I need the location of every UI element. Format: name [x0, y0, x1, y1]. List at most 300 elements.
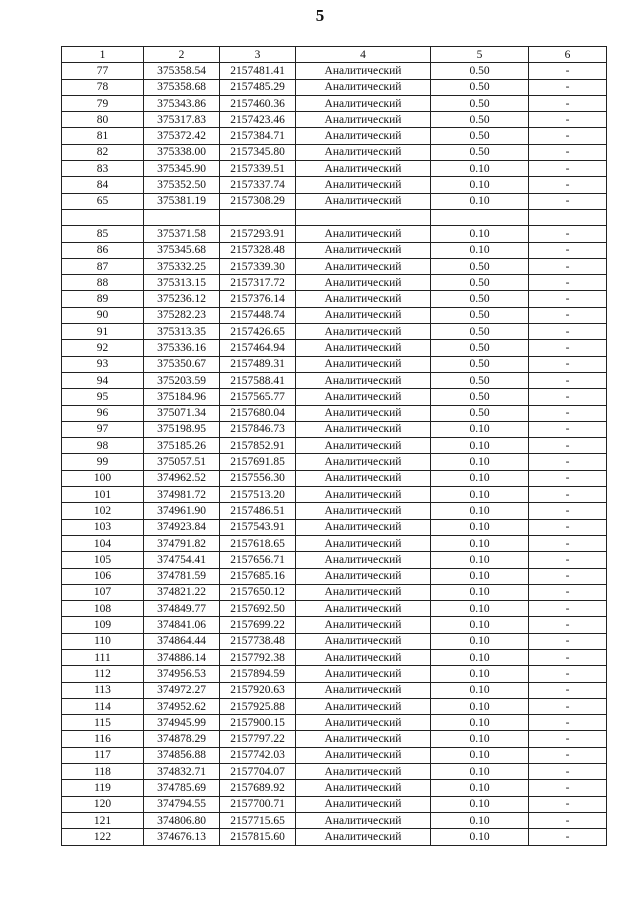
cell-note: - [529, 535, 607, 551]
cell-method: Аналитический [296, 487, 431, 503]
cell-accuracy: 0.50 [431, 112, 529, 128]
cell-accuracy: 0.10 [431, 666, 529, 682]
cell-point-number: 113 [62, 682, 144, 698]
cell-x-coordinate: 374849.77 [144, 601, 220, 617]
cell-note: - [529, 242, 607, 258]
cell-accuracy: 0.10 [431, 812, 529, 828]
cell-x-coordinate: 374962.52 [144, 470, 220, 486]
column-header-2: 2 [144, 47, 220, 63]
table-row [62, 144, 607, 160]
cell-note: - [529, 405, 607, 421]
cell-x-coordinate: 374878.29 [144, 731, 220, 747]
column-header-5: 5 [431, 47, 529, 63]
cell-point-number: 116 [62, 731, 144, 747]
cell-point-number: 114 [62, 698, 144, 714]
cell-x-coordinate: 374945.99 [144, 715, 220, 731]
cell-y-coordinate: 2157691.85 [220, 454, 296, 470]
cell-method: Аналитический [296, 747, 431, 763]
cell-method: Аналитический [296, 666, 431, 682]
cell-method: Аналитический [296, 682, 431, 698]
cell-point-number: 115 [62, 715, 144, 731]
cell-point-number [62, 209, 144, 225]
cell-y-coordinate: 2157339.51 [220, 161, 296, 177]
cell-y-coordinate: 2157685.16 [220, 568, 296, 584]
table-row [62, 177, 607, 193]
cell-x-coordinate: 375343.86 [144, 95, 220, 111]
cell-x-coordinate: 374886.14 [144, 649, 220, 665]
cell-method: Аналитический [296, 389, 431, 405]
cell-point-number: 106 [62, 568, 144, 584]
cell-note: - [529, 812, 607, 828]
table-row [62, 829, 607, 845]
table-row [62, 633, 607, 649]
cell-point-number: 83 [62, 161, 144, 177]
table-row [62, 356, 607, 372]
cell-accuracy: 0.10 [431, 601, 529, 617]
cell-y-coordinate: 2157489.31 [220, 356, 296, 372]
table-row [62, 79, 607, 95]
cell-point-number: 104 [62, 535, 144, 551]
table-row [62, 438, 607, 454]
table-row [62, 405, 607, 421]
cell-accuracy: 0.50 [431, 356, 529, 372]
cell-note: - [529, 617, 607, 633]
cell-point-number: 96 [62, 405, 144, 421]
cell-point-number: 105 [62, 552, 144, 568]
table-row [62, 796, 607, 812]
cell-point-number: 79 [62, 95, 144, 111]
cell-accuracy: 0.50 [431, 307, 529, 323]
cell-x-coordinate: 374923.84 [144, 519, 220, 535]
cell-accuracy: 0.50 [431, 340, 529, 356]
cell-point-number: 98 [62, 438, 144, 454]
table-row [62, 764, 607, 780]
cell-accuracy: 0.10 [431, 226, 529, 242]
cell-accuracy: 0.50 [431, 95, 529, 111]
cell-point-number: 91 [62, 324, 144, 340]
cell-method: Аналитический [296, 470, 431, 486]
table-row [62, 340, 607, 356]
cell-note: - [529, 79, 607, 95]
table-row [62, 503, 607, 519]
cell-point-number: 103 [62, 519, 144, 535]
table-row [62, 95, 607, 111]
table-row [62, 731, 607, 747]
cell-note: - [529, 780, 607, 796]
cell-accuracy: 0.10 [431, 470, 529, 486]
cell-note: - [529, 177, 607, 193]
cell-note: - [529, 340, 607, 356]
cell-point-number: 93 [62, 356, 144, 372]
cell-x-coordinate: 375358.54 [144, 63, 220, 79]
cell-note: - [529, 226, 607, 242]
cell-method: Аналитический [296, 780, 431, 796]
cell-y-coordinate: 2157656.71 [220, 552, 296, 568]
cell-point-number: 78 [62, 79, 144, 95]
table-row [62, 209, 607, 225]
table-header [62, 47, 607, 63]
cell-method: Аналитический [296, 454, 431, 470]
cell-accuracy: 0.10 [431, 503, 529, 519]
cell-note: - [529, 372, 607, 388]
table-row [62, 715, 607, 731]
cell-method: Аналитический [296, 503, 431, 519]
cell-x-coordinate: 374821.22 [144, 584, 220, 600]
cell-point-number: 100 [62, 470, 144, 486]
cell-note: - [529, 633, 607, 649]
cell-method: Аналитический [296, 291, 431, 307]
cell-method: Аналитический [296, 128, 431, 144]
cell-method: Аналитический [296, 731, 431, 747]
cell-y-coordinate: 2157815.60 [220, 829, 296, 845]
cell-note: - [529, 682, 607, 698]
cell-x-coordinate: 374841.06 [144, 617, 220, 633]
cell-x-coordinate: 374981.72 [144, 487, 220, 503]
cell-x-coordinate: 374972.27 [144, 682, 220, 698]
cell-note: - [529, 584, 607, 600]
table-row [62, 519, 607, 535]
table-row [62, 454, 607, 470]
cell-y-coordinate: 2157692.50 [220, 601, 296, 617]
cell-y-coordinate: 2157426.65 [220, 324, 296, 340]
cell-accuracy: 0.10 [431, 242, 529, 258]
cell-method: Аналитический [296, 633, 431, 649]
cell-accuracy: 0.10 [431, 796, 529, 812]
cell-accuracy: 0.10 [431, 421, 529, 437]
cell-y-coordinate: 2157738.48 [220, 633, 296, 649]
cell-note: - [529, 698, 607, 714]
coordinates-table [61, 46, 607, 846]
cell-x-coordinate: 374754.41 [144, 552, 220, 568]
cell-point-number: 97 [62, 421, 144, 437]
table-row [62, 258, 607, 274]
cell-method: Аналитический [296, 438, 431, 454]
cell-accuracy: 0.10 [431, 161, 529, 177]
cell-note: - [529, 666, 607, 682]
cell-point-number: 99 [62, 454, 144, 470]
cell-y-coordinate: 2157565.77 [220, 389, 296, 405]
cell-y-coordinate: 2157715.65 [220, 812, 296, 828]
cell-accuracy: 0.50 [431, 275, 529, 291]
cell-accuracy: 0.10 [431, 780, 529, 796]
cell-point-number: 80 [62, 112, 144, 128]
cell-y-coordinate: 2157308.29 [220, 193, 296, 209]
cell-point-number: 102 [62, 503, 144, 519]
cell-point-number: 92 [62, 340, 144, 356]
table-row [62, 161, 607, 177]
cell-x-coordinate: 375350.67 [144, 356, 220, 372]
cell-y-coordinate: 2157920.63 [220, 682, 296, 698]
cell-accuracy: 0.50 [431, 405, 529, 421]
cell-accuracy: 0.50 [431, 291, 529, 307]
cell-y-coordinate: 2157513.20 [220, 487, 296, 503]
cell-point-number: 121 [62, 812, 144, 828]
cell-x-coordinate: 375236.12 [144, 291, 220, 307]
cell-accuracy: 0.10 [431, 535, 529, 551]
cell-accuracy: 0.10 [431, 715, 529, 731]
cell-point-number: 111 [62, 649, 144, 665]
cell-x-coordinate: 375332.25 [144, 258, 220, 274]
table-row [62, 552, 607, 568]
cell-point-number: 86 [62, 242, 144, 258]
cell-note: - [529, 503, 607, 519]
cell-point-number: 65 [62, 193, 144, 209]
cell-method: Аналитический [296, 63, 431, 79]
table-row [62, 193, 607, 209]
cell-y-coordinate: 2157846.73 [220, 421, 296, 437]
cell-point-number: 85 [62, 226, 144, 242]
cell-method: Аналитический [296, 258, 431, 274]
cell-method: Аналитический [296, 617, 431, 633]
table-row [62, 535, 607, 551]
cell-note: - [529, 356, 607, 372]
cell-point-number: 94 [62, 372, 144, 388]
cell-point-number: 84 [62, 177, 144, 193]
cell-method: Аналитический [296, 161, 431, 177]
cell-y-coordinate: 2157588.41 [220, 372, 296, 388]
cell-method: Аналитический [296, 698, 431, 714]
cell-method: Аналитический [296, 519, 431, 535]
table-row [62, 324, 607, 340]
table-row [62, 649, 607, 665]
cell-point-number: 89 [62, 291, 144, 307]
cell-note: - [529, 275, 607, 291]
cell-x-coordinate: 374781.59 [144, 568, 220, 584]
column-header-1: 1 [62, 47, 144, 63]
cell-note: - [529, 796, 607, 812]
cell-y-coordinate: 2157742.03 [220, 747, 296, 763]
cell-method: Аналитический [296, 112, 431, 128]
cell-x-coordinate: 374832.71 [144, 764, 220, 780]
cell-x-coordinate: 375185.26 [144, 438, 220, 454]
cell-y-coordinate: 2157689.92 [220, 780, 296, 796]
cell-note: - [529, 649, 607, 665]
cell-point-number: 122 [62, 829, 144, 845]
cell-accuracy: 0.50 [431, 63, 529, 79]
cell-x-coordinate: 375358.68 [144, 79, 220, 95]
cell-y-coordinate: 2157448.74 [220, 307, 296, 323]
table-row [62, 812, 607, 828]
cell-accuracy: 0.10 [431, 764, 529, 780]
cell-y-coordinate: 2157485.29 [220, 79, 296, 95]
cell-method: Аналитический [296, 372, 431, 388]
cell-x-coordinate: 375381.19 [144, 193, 220, 209]
cell-note: - [529, 829, 607, 845]
table-row [62, 128, 607, 144]
cell-method: Аналитический [296, 568, 431, 584]
table-row [62, 291, 607, 307]
table-body [62, 63, 607, 845]
cell-point-number: 118 [62, 764, 144, 780]
cell-x-coordinate: 374676.13 [144, 829, 220, 845]
cell-accuracy [431, 209, 529, 225]
cell-y-coordinate: 2157481.41 [220, 63, 296, 79]
cell-y-coordinate: 2157618.65 [220, 535, 296, 551]
table-row [62, 372, 607, 388]
cell-note: - [529, 715, 607, 731]
cell-x-coordinate: 374956.53 [144, 666, 220, 682]
cell-accuracy: 0.50 [431, 79, 529, 95]
table-row [62, 226, 607, 242]
cell-y-coordinate: 2157650.12 [220, 584, 296, 600]
cell-x-coordinate: 374961.90 [144, 503, 220, 519]
table-row [62, 307, 607, 323]
cell-note: - [529, 128, 607, 144]
table-row [62, 242, 607, 258]
cell-y-coordinate: 2157925.88 [220, 698, 296, 714]
cell-y-coordinate: 2157486.51 [220, 503, 296, 519]
cell-note: - [529, 112, 607, 128]
cell-point-number: 95 [62, 389, 144, 405]
cell-accuracy: 0.50 [431, 258, 529, 274]
cell-y-coordinate: 2157345.80 [220, 144, 296, 160]
cell-x-coordinate [144, 209, 220, 225]
page-number: 5 [315, 6, 325, 25]
cell-y-coordinate: 2157556.30 [220, 470, 296, 486]
cell-accuracy: 0.50 [431, 372, 529, 388]
cell-note: - [529, 568, 607, 584]
cell-note: - [529, 307, 607, 323]
cell-y-coordinate: 2157423.46 [220, 112, 296, 128]
cell-note: - [529, 95, 607, 111]
table-row [62, 63, 607, 79]
cell-method: Аналитический [296, 764, 431, 780]
table-row [62, 389, 607, 405]
cell-y-coordinate: 2157339.30 [220, 258, 296, 274]
cell-y-coordinate: 2157328.48 [220, 242, 296, 258]
cell-method: Аналитический [296, 226, 431, 242]
cell-point-number: 90 [62, 307, 144, 323]
cell-x-coordinate: 375336.16 [144, 340, 220, 356]
cell-x-coordinate: 375345.68 [144, 242, 220, 258]
cell-x-coordinate: 375313.35 [144, 324, 220, 340]
cell-point-number: 82 [62, 144, 144, 160]
cell-accuracy: 0.10 [431, 454, 529, 470]
cell-method [296, 209, 431, 225]
cell-x-coordinate: 375198.95 [144, 421, 220, 437]
cell-note: - [529, 470, 607, 486]
cell-accuracy: 0.10 [431, 698, 529, 714]
cell-x-coordinate: 375352.50 [144, 177, 220, 193]
cell-method: Аналитический [296, 715, 431, 731]
cell-x-coordinate: 375184.96 [144, 389, 220, 405]
cell-accuracy: 0.10 [431, 177, 529, 193]
cell-y-coordinate: 2157376.14 [220, 291, 296, 307]
cell-accuracy: 0.10 [431, 731, 529, 747]
cell-accuracy: 0.10 [431, 617, 529, 633]
cell-x-coordinate: 375203.59 [144, 372, 220, 388]
cell-x-coordinate: 375338.00 [144, 144, 220, 160]
cell-method: Аналитический [296, 796, 431, 812]
table-row [62, 698, 607, 714]
cell-note: - [529, 438, 607, 454]
cell-method: Аналитический [296, 421, 431, 437]
cell-point-number: 101 [62, 487, 144, 503]
cell-note: - [529, 764, 607, 780]
table-row [62, 601, 607, 617]
cell-accuracy: 0.10 [431, 682, 529, 698]
column-header-6: 6 [529, 47, 607, 63]
table-row [62, 682, 607, 698]
cell-y-coordinate: 2157704.07 [220, 764, 296, 780]
cell-y-coordinate: 2157852.91 [220, 438, 296, 454]
cell-method: Аналитический [296, 144, 431, 160]
column-header-3: 3 [220, 47, 296, 63]
cell-method: Аналитический [296, 307, 431, 323]
cell-accuracy: 0.10 [431, 193, 529, 209]
header-row [62, 47, 607, 63]
cell-point-number: 120 [62, 796, 144, 812]
cell-note: - [529, 454, 607, 470]
cell-point-number: 87 [62, 258, 144, 274]
cell-note: - [529, 291, 607, 307]
cell-y-coordinate: 2157792.38 [220, 649, 296, 665]
cell-y-coordinate: 2157543.91 [220, 519, 296, 535]
cell-x-coordinate: 375345.90 [144, 161, 220, 177]
cell-y-coordinate: 2157460.36 [220, 95, 296, 111]
cell-y-coordinate: 2157900.15 [220, 715, 296, 731]
cell-x-coordinate: 375057.51 [144, 454, 220, 470]
cell-y-coordinate: 2157317.72 [220, 275, 296, 291]
cell-method: Аналитический [296, 193, 431, 209]
cell-x-coordinate: 375313.15 [144, 275, 220, 291]
cell-method: Аналитический [296, 812, 431, 828]
cell-note: - [529, 487, 607, 503]
cell-x-coordinate: 374806.80 [144, 812, 220, 828]
cell-accuracy: 0.10 [431, 633, 529, 649]
cell-point-number: 109 [62, 617, 144, 633]
cell-x-coordinate: 375372.42 [144, 128, 220, 144]
cell-accuracy: 0.10 [431, 829, 529, 845]
cell-method: Аналитический [296, 552, 431, 568]
cell-note: - [529, 258, 607, 274]
cell-note: - [529, 144, 607, 160]
cell-method: Аналитический [296, 649, 431, 665]
cell-method: Аналитический [296, 601, 431, 617]
table-row [62, 470, 607, 486]
cell-accuracy: 0.50 [431, 128, 529, 144]
table-row [62, 487, 607, 503]
table-row [62, 421, 607, 437]
cell-point-number: 107 [62, 584, 144, 600]
cell-method: Аналитический [296, 275, 431, 291]
table-row [62, 275, 607, 291]
cell-x-coordinate: 374952.62 [144, 698, 220, 714]
cell-method: Аналитический [296, 829, 431, 845]
cell-x-coordinate: 374856.88 [144, 747, 220, 763]
cell-note: - [529, 389, 607, 405]
cell-accuracy: 0.10 [431, 584, 529, 600]
cell-accuracy: 0.10 [431, 487, 529, 503]
table-row [62, 747, 607, 763]
cell-method: Аналитический [296, 79, 431, 95]
cell-method: Аналитический [296, 535, 431, 551]
table-row [62, 617, 607, 633]
cell-note: - [529, 193, 607, 209]
cell-method: Аналитический [296, 95, 431, 111]
cell-y-coordinate: 2157699.22 [220, 617, 296, 633]
cell-point-number: 117 [62, 747, 144, 763]
cell-method: Аналитический [296, 405, 431, 421]
cell-accuracy: 0.10 [431, 552, 529, 568]
cell-note: - [529, 601, 607, 617]
cell-x-coordinate: 375371.58 [144, 226, 220, 242]
cell-accuracy: 0.10 [431, 568, 529, 584]
cell-method: Аналитический [296, 324, 431, 340]
cell-method: Аналитический [296, 584, 431, 600]
table-row [62, 584, 607, 600]
cell-x-coordinate: 374864.44 [144, 633, 220, 649]
